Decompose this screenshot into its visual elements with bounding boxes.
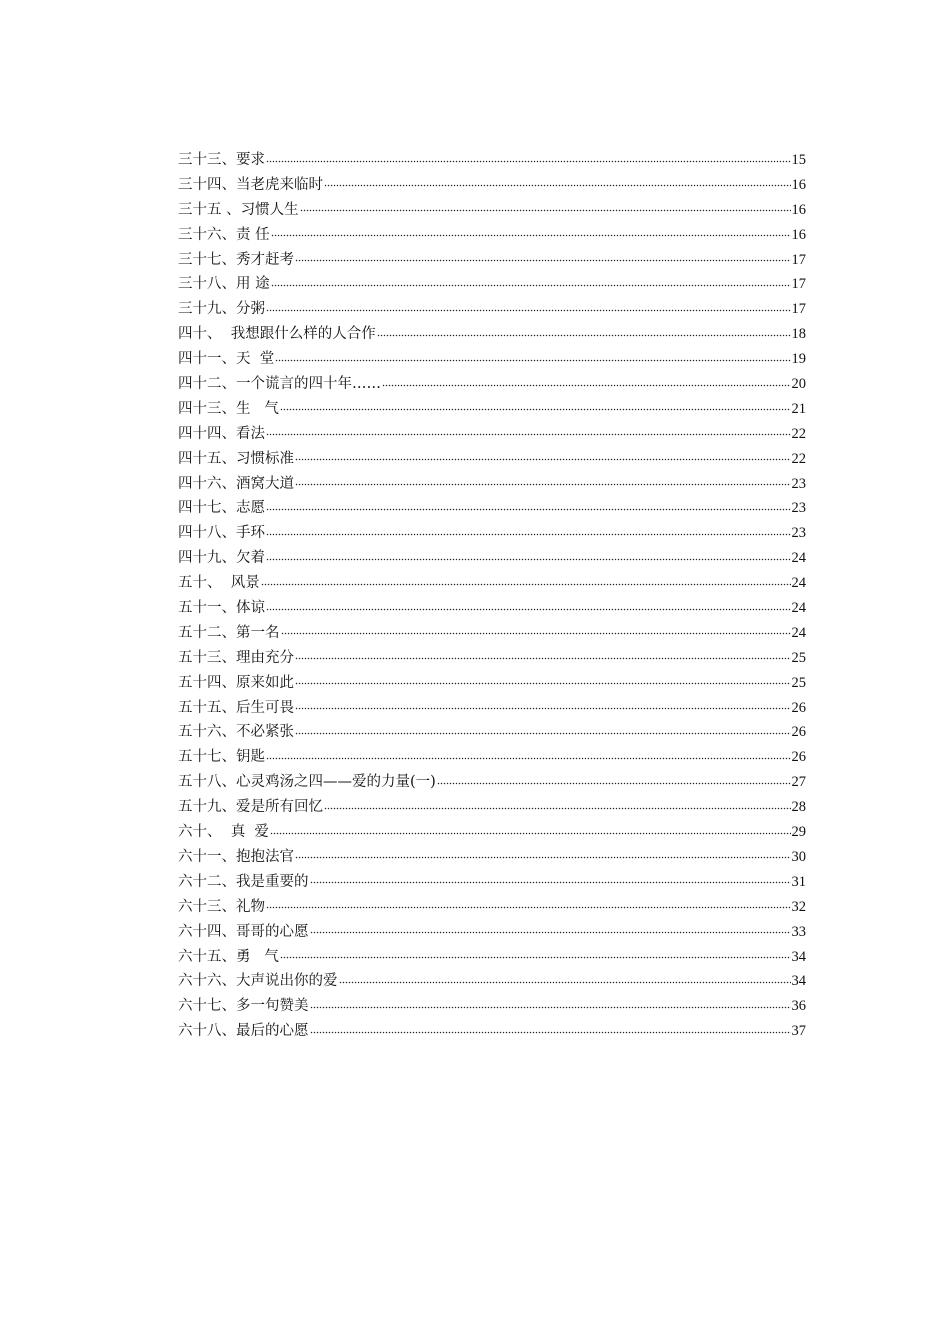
toc-entry[interactable] — [178, 795, 806, 820]
dot-leader — [324, 806, 791, 810]
toc-entry[interactable] — [178, 720, 806, 745]
toc-entry-title: 五十二、第一名 — [178, 624, 280, 641]
toc-entry[interactable] — [178, 696, 806, 721]
toc-entry[interactable] — [178, 770, 806, 795]
toc-entry-page-number: 16 — [791, 176, 806, 193]
toc-entry-title: 五十七、钥匙 — [178, 749, 265, 766]
toc-entry[interactable] — [178, 671, 806, 696]
dot-leader — [295, 657, 791, 661]
toc-entry[interactable] — [178, 297, 806, 322]
toc-entry[interactable] — [178, 472, 806, 497]
dot-leader — [295, 682, 791, 686]
toc-entry-title: 六十、 真 爱 — [178, 824, 269, 841]
dot-leader — [266, 756, 791, 760]
toc-entry-page-number: 32 — [791, 898, 806, 915]
dot-leader — [382, 383, 791, 387]
toc-entry[interactable] — [178, 447, 806, 472]
toc-entry-page-number: 22 — [791, 425, 806, 442]
toc-entry-title: 五十九、爱是所有回忆 — [178, 799, 323, 816]
toc-entry[interactable] — [178, 945, 806, 970]
toc-entry-page-number: 23 — [791, 475, 806, 492]
dot-leader — [266, 557, 791, 561]
toc-entry-page-number: 23 — [791, 500, 806, 517]
toc-entry-title: 三十七、秀才赶考 — [178, 251, 294, 268]
toc-entry-page-number: 37 — [791, 1023, 806, 1040]
dot-leader — [295, 483, 791, 487]
toc-entry-title: 六十四、哥哥的心愿 — [178, 923, 309, 940]
toc-entry-title: 四十、 我想跟什么样的人合作 — [178, 326, 376, 343]
dot-leader — [295, 731, 791, 735]
dot-leader — [295, 458, 791, 462]
toc-entry-page-number: 18 — [791, 326, 806, 343]
toc-entry-title: 四十七、志愿 — [178, 500, 265, 517]
toc-entry-title: 六十二、我是重要的 — [178, 873, 309, 890]
toc-entry[interactable] — [178, 347, 806, 372]
toc-entry-title: 六十三、礼物 — [178, 898, 265, 915]
toc-entry-title: 六十六、大声说出你的爱 — [178, 973, 338, 990]
toc-entry-title: 四十二、一个谎言的四十年…… — [178, 376, 381, 393]
dot-leader — [271, 234, 791, 238]
toc-entry-title: 五十四、原来如此 — [178, 674, 294, 691]
dot-leader — [266, 532, 791, 536]
toc-entry[interactable] — [178, 745, 806, 770]
dot-leader — [310, 931, 791, 935]
dot-leader — [266, 607, 791, 611]
toc-entry[interactable] — [178, 546, 806, 571]
toc-entry[interactable] — [178, 397, 806, 422]
toc-entry[interactable] — [178, 1019, 806, 1044]
toc-entry-title: 四十六、酒窝大道 — [178, 475, 294, 492]
toc-entry[interactable] — [178, 223, 806, 248]
dot-leader — [310, 1005, 791, 1009]
toc-entry-title: 三十三、要求 — [178, 152, 265, 168]
toc-entry-page-number: 26 — [791, 724, 806, 741]
toc-entry[interactable] — [178, 372, 806, 397]
toc-entry[interactable] — [178, 322, 806, 347]
dot-leader — [295, 259, 791, 263]
toc-entry-title: 四十五、习惯标准 — [178, 450, 294, 467]
toc-entry-page-number: 15 — [791, 152, 806, 168]
toc-entry[interactable] — [178, 994, 806, 1019]
toc-entry-title: 四十八、手环 — [178, 525, 265, 542]
toc-entry-title: 六十七、多一句赞美 — [178, 998, 309, 1015]
dot-leader — [280, 408, 791, 412]
toc-entry-title: 五十八、心灵鸡汤之四——爱的力量(一) — [178, 774, 436, 791]
toc-entry-title: 三十九、分粥 — [178, 301, 265, 318]
dot-leader — [310, 1030, 791, 1034]
dot-leader — [295, 707, 791, 711]
toc-entry-title: 五十一、体谅 — [178, 600, 265, 617]
table-of-contents — [178, 148, 806, 1044]
toc-entry-title: 三十四、当老虎来临时 — [178, 176, 323, 193]
toc-entry[interactable] — [178, 895, 806, 920]
toc-entry-page-number: 24 — [791, 624, 806, 641]
dot-leader — [266, 906, 791, 910]
toc-entry[interactable] — [178, 496, 806, 521]
toc-entry[interactable] — [178, 646, 806, 671]
dot-leader — [266, 308, 791, 312]
toc-entry-page-number: 17 — [791, 301, 806, 318]
dot-leader — [275, 358, 790, 362]
toc-entry[interactable] — [178, 969, 806, 994]
toc-entry-page-number: 19 — [791, 351, 806, 368]
toc-entry-page-number: 22 — [791, 450, 806, 467]
toc-entry-title: 五十五、后生可畏 — [178, 699, 294, 716]
toc-entry[interactable] — [178, 248, 806, 273]
toc-entry[interactable] — [178, 870, 806, 895]
toc-entry-title: 五十、 风景 — [178, 575, 260, 592]
toc-entry-page-number: 29 — [791, 824, 806, 841]
toc-entry-page-number: 34 — [791, 973, 806, 990]
toc-entry-title: 六十五、勇 气 — [178, 948, 279, 965]
dot-leader — [377, 333, 791, 337]
toc-entry-title: 六十一、抱抱法官 — [178, 848, 294, 865]
toc-entry[interactable] — [178, 148, 806, 173]
toc-entry[interactable] — [178, 596, 806, 621]
dot-leader — [266, 507, 791, 511]
toc-entry[interactable] — [178, 173, 806, 198]
toc-entry-page-number: 25 — [791, 674, 806, 691]
toc-entry-title: 五十六、不必紧张 — [178, 724, 294, 741]
toc-entry-page-number: 17 — [791, 251, 806, 268]
toc-entry-title: 三十八、用 途 — [178, 276, 270, 293]
toc-entry-title: 五十三、理由充分 — [178, 649, 294, 666]
dot-leader — [324, 184, 791, 188]
toc-entry[interactable] — [178, 571, 806, 596]
toc-entry[interactable] — [178, 920, 806, 945]
toc-entry-page-number: 26 — [791, 699, 806, 716]
toc-entry-page-number: 31 — [791, 873, 806, 890]
toc-entry[interactable] — [178, 198, 806, 223]
dot-leader — [266, 433, 791, 437]
dot-leader — [300, 209, 791, 213]
toc-entry-page-number: 21 — [791, 400, 806, 417]
toc-entry-page-number: 24 — [791, 550, 806, 567]
toc-entry-page-number: 24 — [791, 575, 806, 592]
dot-leader — [310, 881, 791, 885]
toc-entry-page-number: 26 — [791, 749, 806, 766]
dot-leader — [281, 632, 791, 636]
toc-entry-page-number: 30 — [791, 848, 806, 865]
toc-entry-page-number: 23 — [791, 525, 806, 542]
toc-entry-page-number: 36 — [791, 998, 806, 1015]
toc-entry-title: 四十一、天 堂 — [178, 351, 275, 368]
toc-entry-page-number: 27 — [791, 774, 806, 791]
toc-entry-title: 三十五 、习惯人生 — [178, 201, 299, 218]
toc-entry-page-number: 34 — [791, 948, 806, 965]
toc-entry-page-number: 28 — [791, 799, 806, 816]
toc-entry-page-number: 20 — [791, 376, 806, 393]
dot-leader — [261, 582, 791, 586]
toc-entry-page-number: 17 — [791, 276, 806, 293]
toc-entry[interactable] — [178, 272, 806, 297]
toc-entry-page-number: 25 — [791, 649, 806, 666]
toc-entry-title: 三十六、责 任 — [178, 226, 270, 243]
toc-entry-title: 六十八、最后的心愿 — [178, 1023, 309, 1040]
dot-leader — [437, 781, 791, 785]
toc-entry[interactable] — [178, 521, 806, 546]
toc-entry-title: 四十三、生 气 — [178, 400, 279, 417]
toc-entry[interactable] — [178, 845, 806, 870]
dot-leader — [339, 980, 791, 984]
toc-entry[interactable] — [178, 422, 806, 447]
toc-entry-title: 四十九、欠着 — [178, 550, 265, 567]
dot-leader — [280, 956, 791, 960]
dot-leader — [266, 159, 791, 163]
dot-leader — [295, 856, 791, 860]
toc-entry-page-number: 33 — [791, 923, 806, 940]
toc-entry-page-number: 16 — [791, 201, 806, 218]
dot-leader — [271, 283, 791, 287]
toc-entry[interactable] — [178, 621, 806, 646]
toc-entry-page-number: 16 — [791, 226, 806, 243]
toc-entry-title: 四十四、看法 — [178, 425, 265, 442]
toc-entry-page-number: 24 — [791, 600, 806, 617]
dot-leader — [270, 831, 791, 835]
toc-entry[interactable] — [178, 820, 806, 845]
